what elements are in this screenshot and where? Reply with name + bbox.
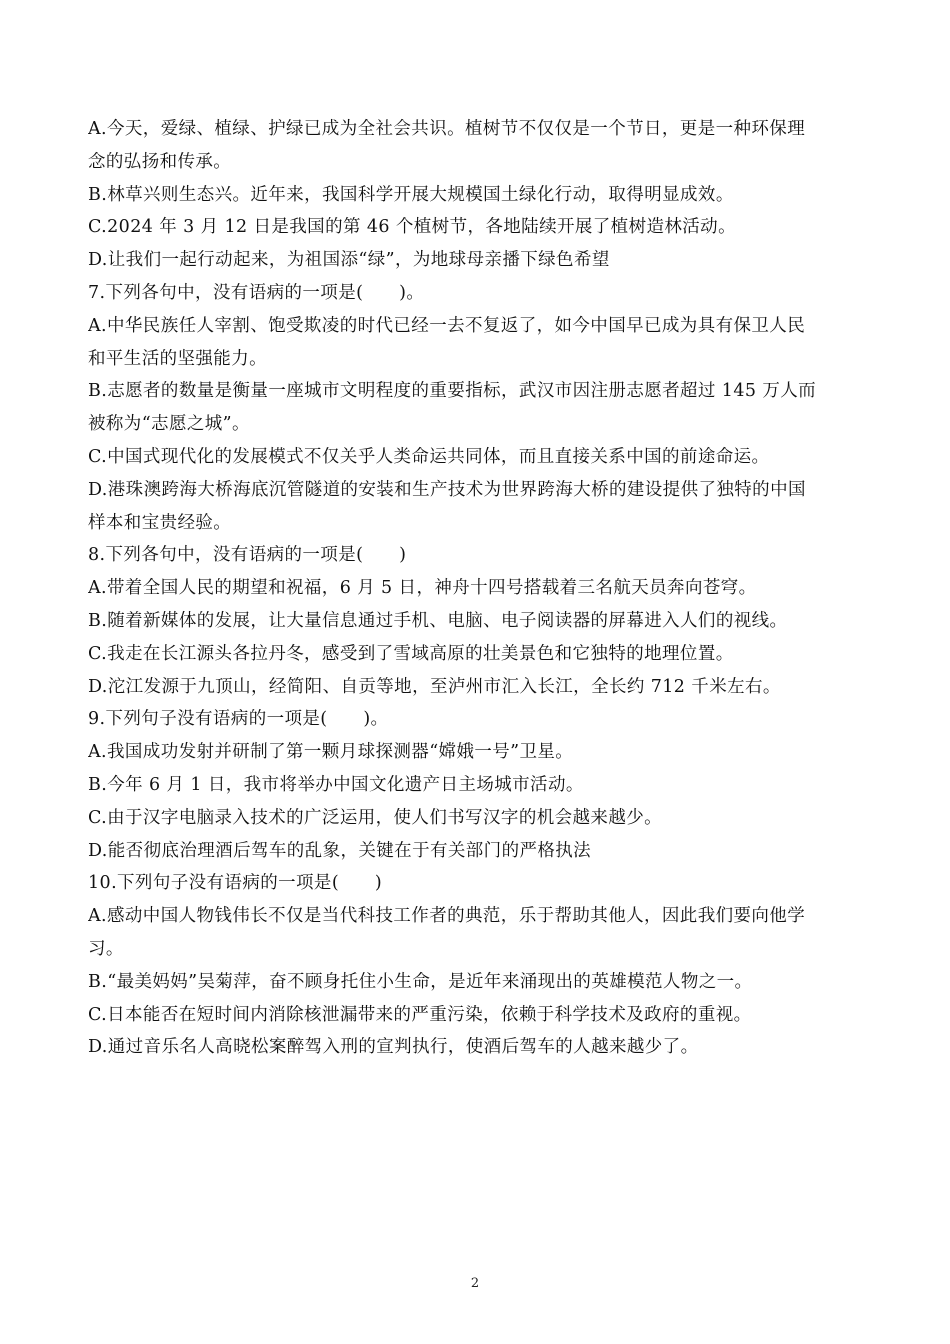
- text-line: D.让我们一起行动起来，为祖国添“绿”，为地球母亲播下绿色希望: [88, 250, 610, 271]
- text-line: 被称为“志愿之城”。: [88, 414, 250, 435]
- text-line: C.日本能否在短时间内消除核泄漏带来的严重污染，依赖于科学技术及政府的重视。: [88, 1004, 752, 1025]
- text-line: C.2024 年 3 月 12 日是我国的第 46 个植树节，各地陆续开展了植树造林活动。: [88, 217, 736, 238]
- text-line: B.“最美妈妈”吴菊萍，奋不顾身托住小生命，是近年来涌现出的英雄模范人物之一。: [88, 971, 753, 992]
- text-line: D.沱江发源于九顶山，经简阳、自贡等地，至泸州市汇入长江，全长约 712 千米左右。: [88, 676, 781, 697]
- text-line: 和平生活的坚强能力。: [88, 348, 267, 369]
- text-line: A.带着全国人民的期望和祝福，6 月 5 日，神舟十四号搭载着三名航天员奔向苍穹。: [88, 578, 757, 599]
- text-line: B.志愿者的数量是衡量一座城市文明程度的重要指标，武汉市因注册志愿者超过 145 万人而: [88, 381, 817, 402]
- text-line: D.能否彻底治理酒后驾车的乱象，关键在于有关部门的严格执法: [88, 840, 592, 861]
- text-line: 习。: [88, 938, 124, 959]
- text-line: C.由于汉字电脑录入技术的广泛运用，使人们书写汉字的机会越来越少。: [88, 807, 663, 828]
- document-body: [88, 113, 873, 1064]
- text-line: D.通过音乐名人高晓松案醉驾入刑的宣判执行，使酒后驾车的人越来越少了。: [88, 1037, 699, 1058]
- text-line: B.今年 6 月 1 日，我市将举办中国文化遗产日主场城市活动。: [88, 774, 584, 795]
- text-line: D.港珠澳跨海大桥海底沉管隧道的安装和生产技术为世界跨海大桥的建设提供了独特的中国: [88, 479, 806, 500]
- question-10-stem: 10.下列句子没有语病的一项是( ): [88, 873, 383, 894]
- text-line: 样本和宝贵经验。: [88, 512, 232, 533]
- text-line: C.中国式现代化的发展模式不仅关乎人类命运共同体，而且直接关系中国的前途命运。: [88, 446, 770, 467]
- question-9-stem: 9.下列句子没有语病的一项是( )。: [88, 709, 389, 730]
- text-line: 念的弘扬和传承。: [88, 151, 232, 172]
- text-line: A.我国成功发射并研制了第一颗月球探测器“嫦娥一号”卫星。: [88, 742, 574, 763]
- text-line: A.感动中国人物钱伟长不仅是当代科技工作者的典范，乐于帮助其他人，因此我们要向他学: [88, 906, 806, 927]
- text-line: C.我走在长江源头各拉丹冬，感受到了雪域高原的壮美景色和它独特的地理位置。: [88, 643, 734, 664]
- text-line: A.中华民族任人宰割、饱受欺凌的时代已经一去不复返了，如今中国早已成为具有保卫人民: [88, 315, 806, 336]
- text-line: B.随着新媒体的发展，让大量信息通过手机、电脑、电子阅读器的屏幕进入人们的视线。: [88, 610, 788, 631]
- question-7-stem: 7.下列各句中，没有语病的一项是( )。: [88, 282, 425, 303]
- question-8-stem: 8.下列各句中，没有语病的一项是( ): [88, 545, 407, 566]
- text-line: A.今天，爱绿、植绿、护绿已成为全社会共识。植树节不仅仅是一个节日，更是一种环保理: [88, 119, 806, 139]
- text-line: B.林草兴则生态兴。近年来，我国科学开展大规模国土绿化行动，取得明显成效。: [88, 184, 734, 205]
- page-number: 2: [470, 1276, 480, 1291]
